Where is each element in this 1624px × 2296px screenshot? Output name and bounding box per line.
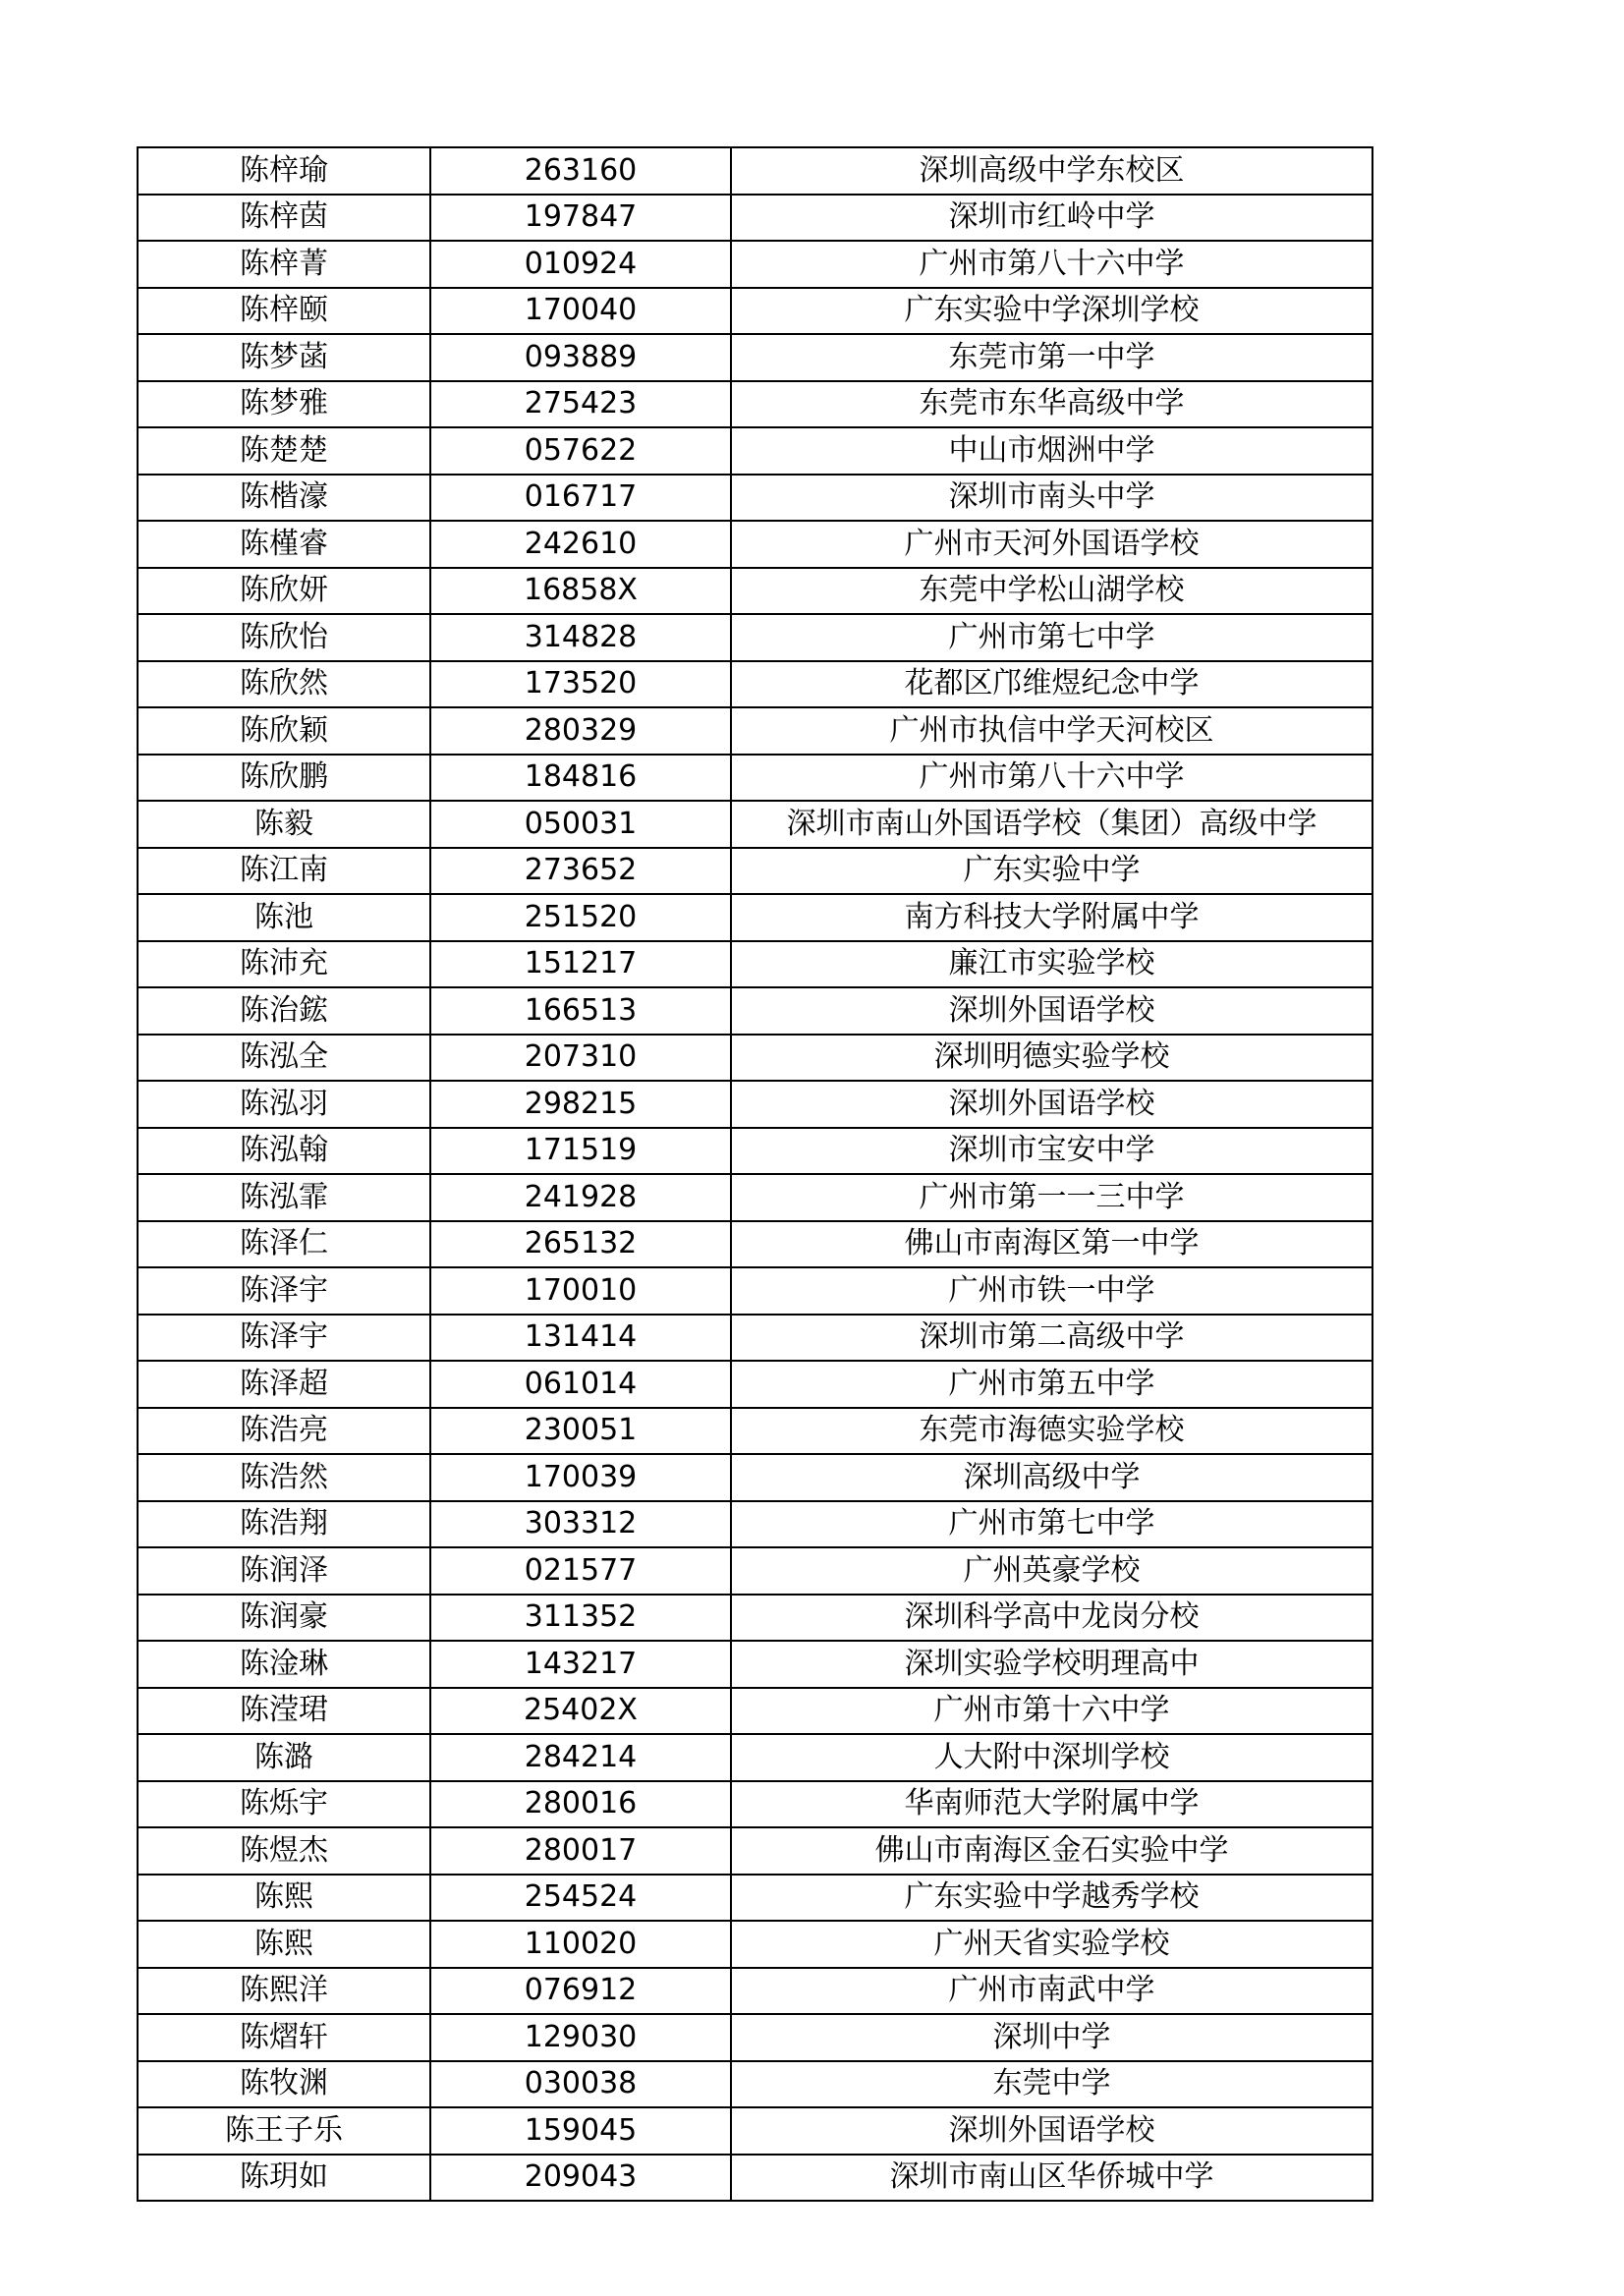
student-name-cell: 陈熠轩	[138, 2014, 430, 2061]
student-name-cell: 陈牧渊	[138, 2061, 430, 2108]
table-row	[138, 241, 1372, 288]
student-id-cell: 280329	[430, 707, 731, 755]
student-id-cell: 129030	[430, 2014, 731, 2061]
student-id-cell: 010924	[430, 241, 731, 288]
table-row	[138, 1595, 1372, 1642]
table-row	[138, 1688, 1372, 1735]
table-row	[138, 334, 1372, 381]
school-name-cell: 深圳市南山区华侨城中学	[731, 2155, 1372, 2202]
student-name-cell: 陈泽仁	[138, 1221, 430, 1268]
student-id-cell: 143217	[430, 1641, 731, 1688]
table-row	[138, 2155, 1372, 2202]
table-row	[138, 1454, 1372, 1501]
student-id-cell: 159045	[430, 2107, 731, 2155]
student-id-cell: 280016	[430, 1781, 731, 1828]
student-id-cell: 311352	[430, 1595, 731, 1642]
student-name-cell: 陈泽宇	[138, 1315, 430, 1362]
school-name-cell: 廉江市实验学校	[731, 941, 1372, 988]
student-id-cell: 131414	[430, 1315, 731, 1362]
student-name-cell: 陈熙洋	[138, 1968, 430, 2015]
student-name-cell: 陈欣颖	[138, 707, 430, 755]
school-name-cell: 花都区邝维煜纪念中学	[731, 661, 1372, 708]
student-name-cell: 陈润豪	[138, 1595, 430, 1642]
table-row	[138, 1408, 1372, 1455]
student-name-cell: 陈治鋐	[138, 987, 430, 1035]
student-id-cell: 273652	[430, 848, 731, 895]
table-row	[138, 147, 1372, 195]
school-name-cell: 人大附中深圳学校	[731, 1734, 1372, 1781]
table-row	[138, 1501, 1372, 1548]
student-name-cell: 陈王子乐	[138, 2107, 430, 2155]
table-row	[138, 288, 1372, 335]
table-row	[138, 987, 1372, 1035]
roster-table	[137, 146, 1373, 2202]
school-name-cell: 广东实验中学越秀学校	[731, 1875, 1372, 1922]
student-name-cell: 陈沛充	[138, 941, 430, 988]
student-name-cell: 陈泓霏	[138, 1174, 430, 1221]
student-id-cell: 093889	[430, 334, 731, 381]
school-name-cell: 广州市南武中学	[731, 1968, 1372, 2015]
student-name-cell: 陈江南	[138, 848, 430, 895]
table-row	[138, 1781, 1372, 1828]
student-id-cell: 076912	[430, 1968, 731, 2015]
student-name-cell: 陈浩亮	[138, 1408, 430, 1455]
student-id-cell: 171519	[430, 1128, 731, 1175]
school-name-cell: 深圳市第二高级中学	[731, 1315, 1372, 1362]
table-row	[138, 614, 1372, 661]
table-row	[138, 2061, 1372, 2108]
table-row	[138, 1315, 1372, 1362]
student-name-cell: 陈泓羽	[138, 1081, 430, 1128]
student-id-cell: 251520	[430, 894, 731, 941]
student-id-cell: 241928	[430, 1174, 731, 1221]
school-name-cell: 深圳明德实验学校	[731, 1035, 1372, 1082]
student-name-cell: 陈欣鹏	[138, 755, 430, 802]
school-name-cell: 东莞市东华高级中学	[731, 381, 1372, 428]
table-row	[138, 1547, 1372, 1595]
student-name-cell: 陈梓菁	[138, 241, 430, 288]
school-name-cell: 深圳高级中学	[731, 1454, 1372, 1501]
student-id-cell: 284214	[430, 1734, 731, 1781]
table-row	[138, 707, 1372, 755]
school-name-cell: 东莞中学	[731, 2061, 1372, 2108]
school-name-cell: 广东实验中学	[731, 848, 1372, 895]
table-row	[138, 2014, 1372, 2061]
roster-table-body	[138, 147, 1372, 2201]
school-name-cell: 深圳外国语学校	[731, 987, 1372, 1035]
school-name-cell: 广州英豪学校	[731, 1547, 1372, 1595]
school-name-cell: 中山市烟洲中学	[731, 427, 1372, 475]
student-id-cell: 230051	[430, 1408, 731, 1455]
student-name-cell: 陈熙	[138, 1875, 430, 1922]
student-id-cell: 016717	[430, 475, 731, 522]
student-name-cell: 陈潞	[138, 1734, 430, 1781]
school-name-cell: 华南师范大学附属中学	[731, 1781, 1372, 1828]
school-name-cell: 广州市第八十六中学	[731, 241, 1372, 288]
student-name-cell: 陈楚楚	[138, 427, 430, 475]
student-name-cell: 陈梓瑜	[138, 147, 430, 195]
school-name-cell: 深圳市南头中学	[731, 475, 1372, 522]
table-row	[138, 1734, 1372, 1781]
student-id-cell: 151217	[430, 941, 731, 988]
student-id-cell: 207310	[430, 1035, 731, 1082]
student-name-cell: 陈欣然	[138, 661, 430, 708]
student-name-cell: 陈梦菡	[138, 334, 430, 381]
school-name-cell: 深圳科学高中龙岗分校	[731, 1595, 1372, 1642]
student-id-cell: 254524	[430, 1875, 731, 1922]
table-row	[138, 521, 1372, 568]
table-row	[138, 1641, 1372, 1688]
school-name-cell: 东莞市海德实验学校	[731, 1408, 1372, 1455]
student-name-cell: 陈欣妍	[138, 568, 430, 615]
table-row	[138, 381, 1372, 428]
school-name-cell: 深圳中学	[731, 2014, 1372, 2061]
table-row	[138, 894, 1372, 941]
student-id-cell: 303312	[430, 1501, 731, 1548]
table-row	[138, 1361, 1372, 1408]
student-id-cell: 170040	[430, 288, 731, 335]
student-name-cell: 陈泽宇	[138, 1267, 430, 1315]
table-row	[138, 1081, 1372, 1128]
table-row	[138, 1174, 1372, 1221]
student-name-cell: 陈梓颐	[138, 288, 430, 335]
school-name-cell: 东莞中学松山湖学校	[731, 568, 1372, 615]
student-id-cell: 166513	[430, 987, 731, 1035]
student-id-cell: 021577	[430, 1547, 731, 1595]
school-name-cell: 南方科技大学附属中学	[731, 894, 1372, 941]
table-row	[138, 568, 1372, 615]
student-id-cell: 209043	[430, 2155, 731, 2202]
school-name-cell: 广州市第八十六中学	[731, 755, 1372, 802]
student-id-cell: 314828	[430, 614, 731, 661]
school-name-cell: 广州市天河外国语学校	[731, 521, 1372, 568]
school-name-cell: 佛山市南海区第一中学	[731, 1221, 1372, 1268]
student-id-cell: 057622	[430, 427, 731, 475]
table-row	[138, 1875, 1372, 1922]
school-name-cell: 广州市第七中学	[731, 1501, 1372, 1548]
student-name-cell: 陈梓茵	[138, 195, 430, 242]
table-row	[138, 1921, 1372, 1968]
table-row	[138, 941, 1372, 988]
student-id-cell: 298215	[430, 1081, 731, 1128]
school-name-cell: 广州市第五中学	[731, 1361, 1372, 1408]
student-name-cell: 陈楷濠	[138, 475, 430, 522]
table-row	[138, 801, 1372, 848]
student-name-cell: 陈泓翰	[138, 1128, 430, 1175]
school-name-cell: 深圳外国语学校	[731, 2107, 1372, 2155]
student-name-cell: 陈滢珺	[138, 1688, 430, 1735]
student-id-cell: 173520	[430, 661, 731, 708]
school-name-cell: 深圳高级中学东校区	[731, 147, 1372, 195]
table-row	[138, 475, 1372, 522]
school-name-cell: 东莞市第一中学	[731, 334, 1372, 381]
school-name-cell: 广州市第一一三中学	[731, 1174, 1372, 1221]
student-id-cell: 263160	[430, 147, 731, 195]
table-row	[138, 1267, 1372, 1315]
student-name-cell: 陈淦琳	[138, 1641, 430, 1688]
student-name-cell: 陈毅	[138, 801, 430, 848]
table-row	[138, 2107, 1372, 2155]
student-name-cell: 陈泽超	[138, 1361, 430, 1408]
student-id-cell: 16858X	[430, 568, 731, 615]
student-name-cell: 陈熙	[138, 1921, 430, 1968]
student-id-cell: 265132	[430, 1221, 731, 1268]
student-id-cell: 197847	[430, 195, 731, 242]
table-row	[138, 1035, 1372, 1082]
student-id-cell: 170039	[430, 1454, 731, 1501]
table-row	[138, 427, 1372, 475]
school-name-cell: 深圳市红岭中学	[731, 195, 1372, 242]
student-id-cell: 242610	[430, 521, 731, 568]
table-row	[138, 755, 1372, 802]
table-row	[138, 1128, 1372, 1175]
table-row	[138, 661, 1372, 708]
student-id-cell: 110020	[430, 1921, 731, 1968]
school-name-cell: 深圳外国语学校	[731, 1081, 1372, 1128]
student-id-cell: 030038	[430, 2061, 731, 2108]
student-name-cell: 陈浩翔	[138, 1501, 430, 1548]
student-id-cell: 280017	[430, 1827, 731, 1875]
student-name-cell: 陈梦雅	[138, 381, 430, 428]
student-id-cell: 25402X	[430, 1688, 731, 1735]
student-name-cell: 陈泓全	[138, 1035, 430, 1082]
school-name-cell: 广东实验中学深圳学校	[731, 288, 1372, 335]
student-name-cell: 陈玥如	[138, 2155, 430, 2202]
student-name-cell: 陈槿睿	[138, 521, 430, 568]
student-id-cell: 275423	[430, 381, 731, 428]
student-id-cell: 050031	[430, 801, 731, 848]
school-name-cell: 广州市第十六中学	[731, 1688, 1372, 1735]
table-row	[138, 1968, 1372, 2015]
student-name-cell: 陈煜杰	[138, 1827, 430, 1875]
school-name-cell: 广州市铁一中学	[731, 1267, 1372, 1315]
student-name-cell: 陈浩然	[138, 1454, 430, 1501]
student-name-cell: 陈池	[138, 894, 430, 941]
student-name-cell: 陈润泽	[138, 1547, 430, 1595]
table-row	[138, 195, 1372, 242]
school-name-cell: 深圳实验学校明理高中	[731, 1641, 1372, 1688]
table-row	[138, 1827, 1372, 1875]
school-name-cell: 广州市执信中学天河校区	[731, 707, 1372, 755]
school-name-cell: 佛山市南海区金石实验中学	[731, 1827, 1372, 1875]
table-row	[138, 848, 1372, 895]
school-name-cell: 广州市第七中学	[731, 614, 1372, 661]
student-id-cell: 184816	[430, 755, 731, 802]
school-name-cell: 深圳市宝安中学	[731, 1128, 1372, 1175]
school-name-cell: 深圳市南山外国语学校（集团）高级中学	[731, 801, 1372, 848]
student-name-cell: 陈欣怡	[138, 614, 430, 661]
table-row	[138, 1221, 1372, 1268]
school-name-cell: 广州天省实验学校	[731, 1921, 1372, 1968]
student-name-cell: 陈烁宇	[138, 1781, 430, 1828]
student-id-cell: 061014	[430, 1361, 731, 1408]
student-id-cell: 170010	[430, 1267, 731, 1315]
